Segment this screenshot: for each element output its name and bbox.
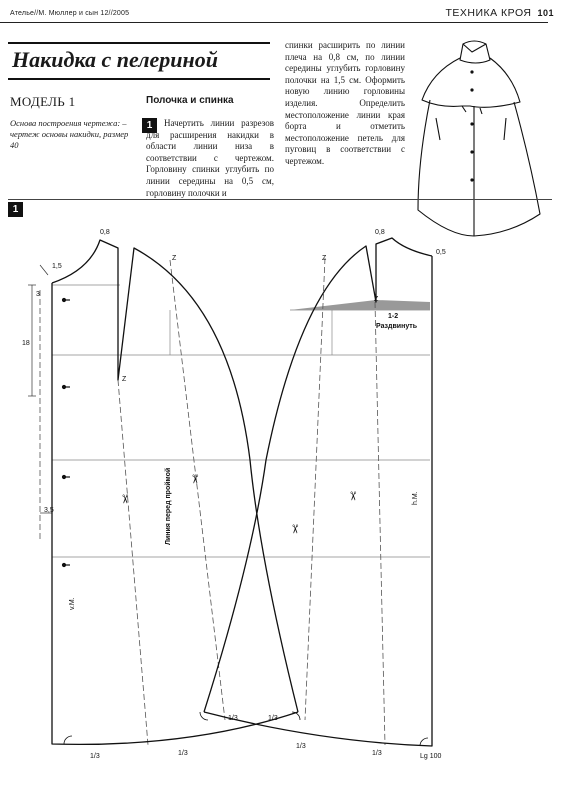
label-third-4: 1/3: [268, 715, 278, 722]
label-hm: h.M.: [412, 491, 419, 505]
model-heading: МОДЕЛЬ 1: [10, 94, 76, 109]
scissors-icon: ✂: [288, 524, 302, 535]
label-15: 1,5: [52, 263, 62, 270]
label-z-right-top: Z: [322, 255, 327, 262]
label-lg: Lg 100: [420, 753, 442, 760]
label-05: 0,5: [436, 249, 446, 256]
figure-number-badge: 1: [8, 202, 23, 217]
instruction-text-1: Начертить линии разрезов для расширения накидки в области линии низа в соответствии с чертежом. Горловину спинки углубить по линии середины на 0,5 см, горловину полочки и: [146, 118, 274, 198]
instruction-text-2: спинки расширить по линии плеча на 0,8 см, по линии середины углубить горловину полочки на 1,5 см. Оформить новую линию горловины изделия. Определить местоположение линии края борта и отметить местоположение петель для пуговиц в соответствии с чертежом.: [285, 40, 405, 166]
label-18: 18: [22, 340, 30, 347]
label-third-1: 1/3: [90, 753, 100, 760]
label-vm: v.M.: [69, 597, 76, 610]
basis-note: Основа построения чертежа: – чертеж основы накидки, размер 40: [10, 118, 129, 150]
label-third-6: 1/3: [372, 750, 382, 757]
label-spread-num: 1-2: [388, 313, 399, 320]
label-armhole-line: Линия перед проймой: [165, 467, 172, 545]
step-number-badge: 1: [142, 118, 157, 133]
label-z-left-top: Z: [172, 255, 177, 262]
label-third-2: 1/3: [178, 750, 188, 757]
label-3: 3: [36, 291, 40, 298]
scissors-icon: ✂: [188, 474, 202, 485]
scissors-icon: ✂: [118, 494, 132, 505]
label-08-left: 0,8: [100, 229, 110, 236]
scissors-icon: ✂: [346, 491, 360, 502]
label-35: 3,5: [44, 507, 54, 514]
label-third-3: 1/3: [228, 715, 238, 722]
label-z-right-bottom: Z: [374, 296, 379, 303]
source-line: Ателье//М. Мюллер и сын 12//2005: [10, 10, 130, 17]
label-08-right: 0,8: [375, 229, 385, 236]
label-spread-text: Раздвинуть: [376, 323, 418, 330]
page-title: Накидка с пелериной: [12, 47, 218, 72]
section-name: ТЕХНИКА КРОЯ: [445, 7, 532, 19]
label-third-5: 1/3: [296, 743, 306, 750]
page-number: 101: [537, 8, 554, 18]
section-title: Полочка и спинка: [146, 95, 234, 106]
spread-wedge: [290, 300, 430, 310]
label-z-left-bottom: Z: [122, 376, 127, 383]
